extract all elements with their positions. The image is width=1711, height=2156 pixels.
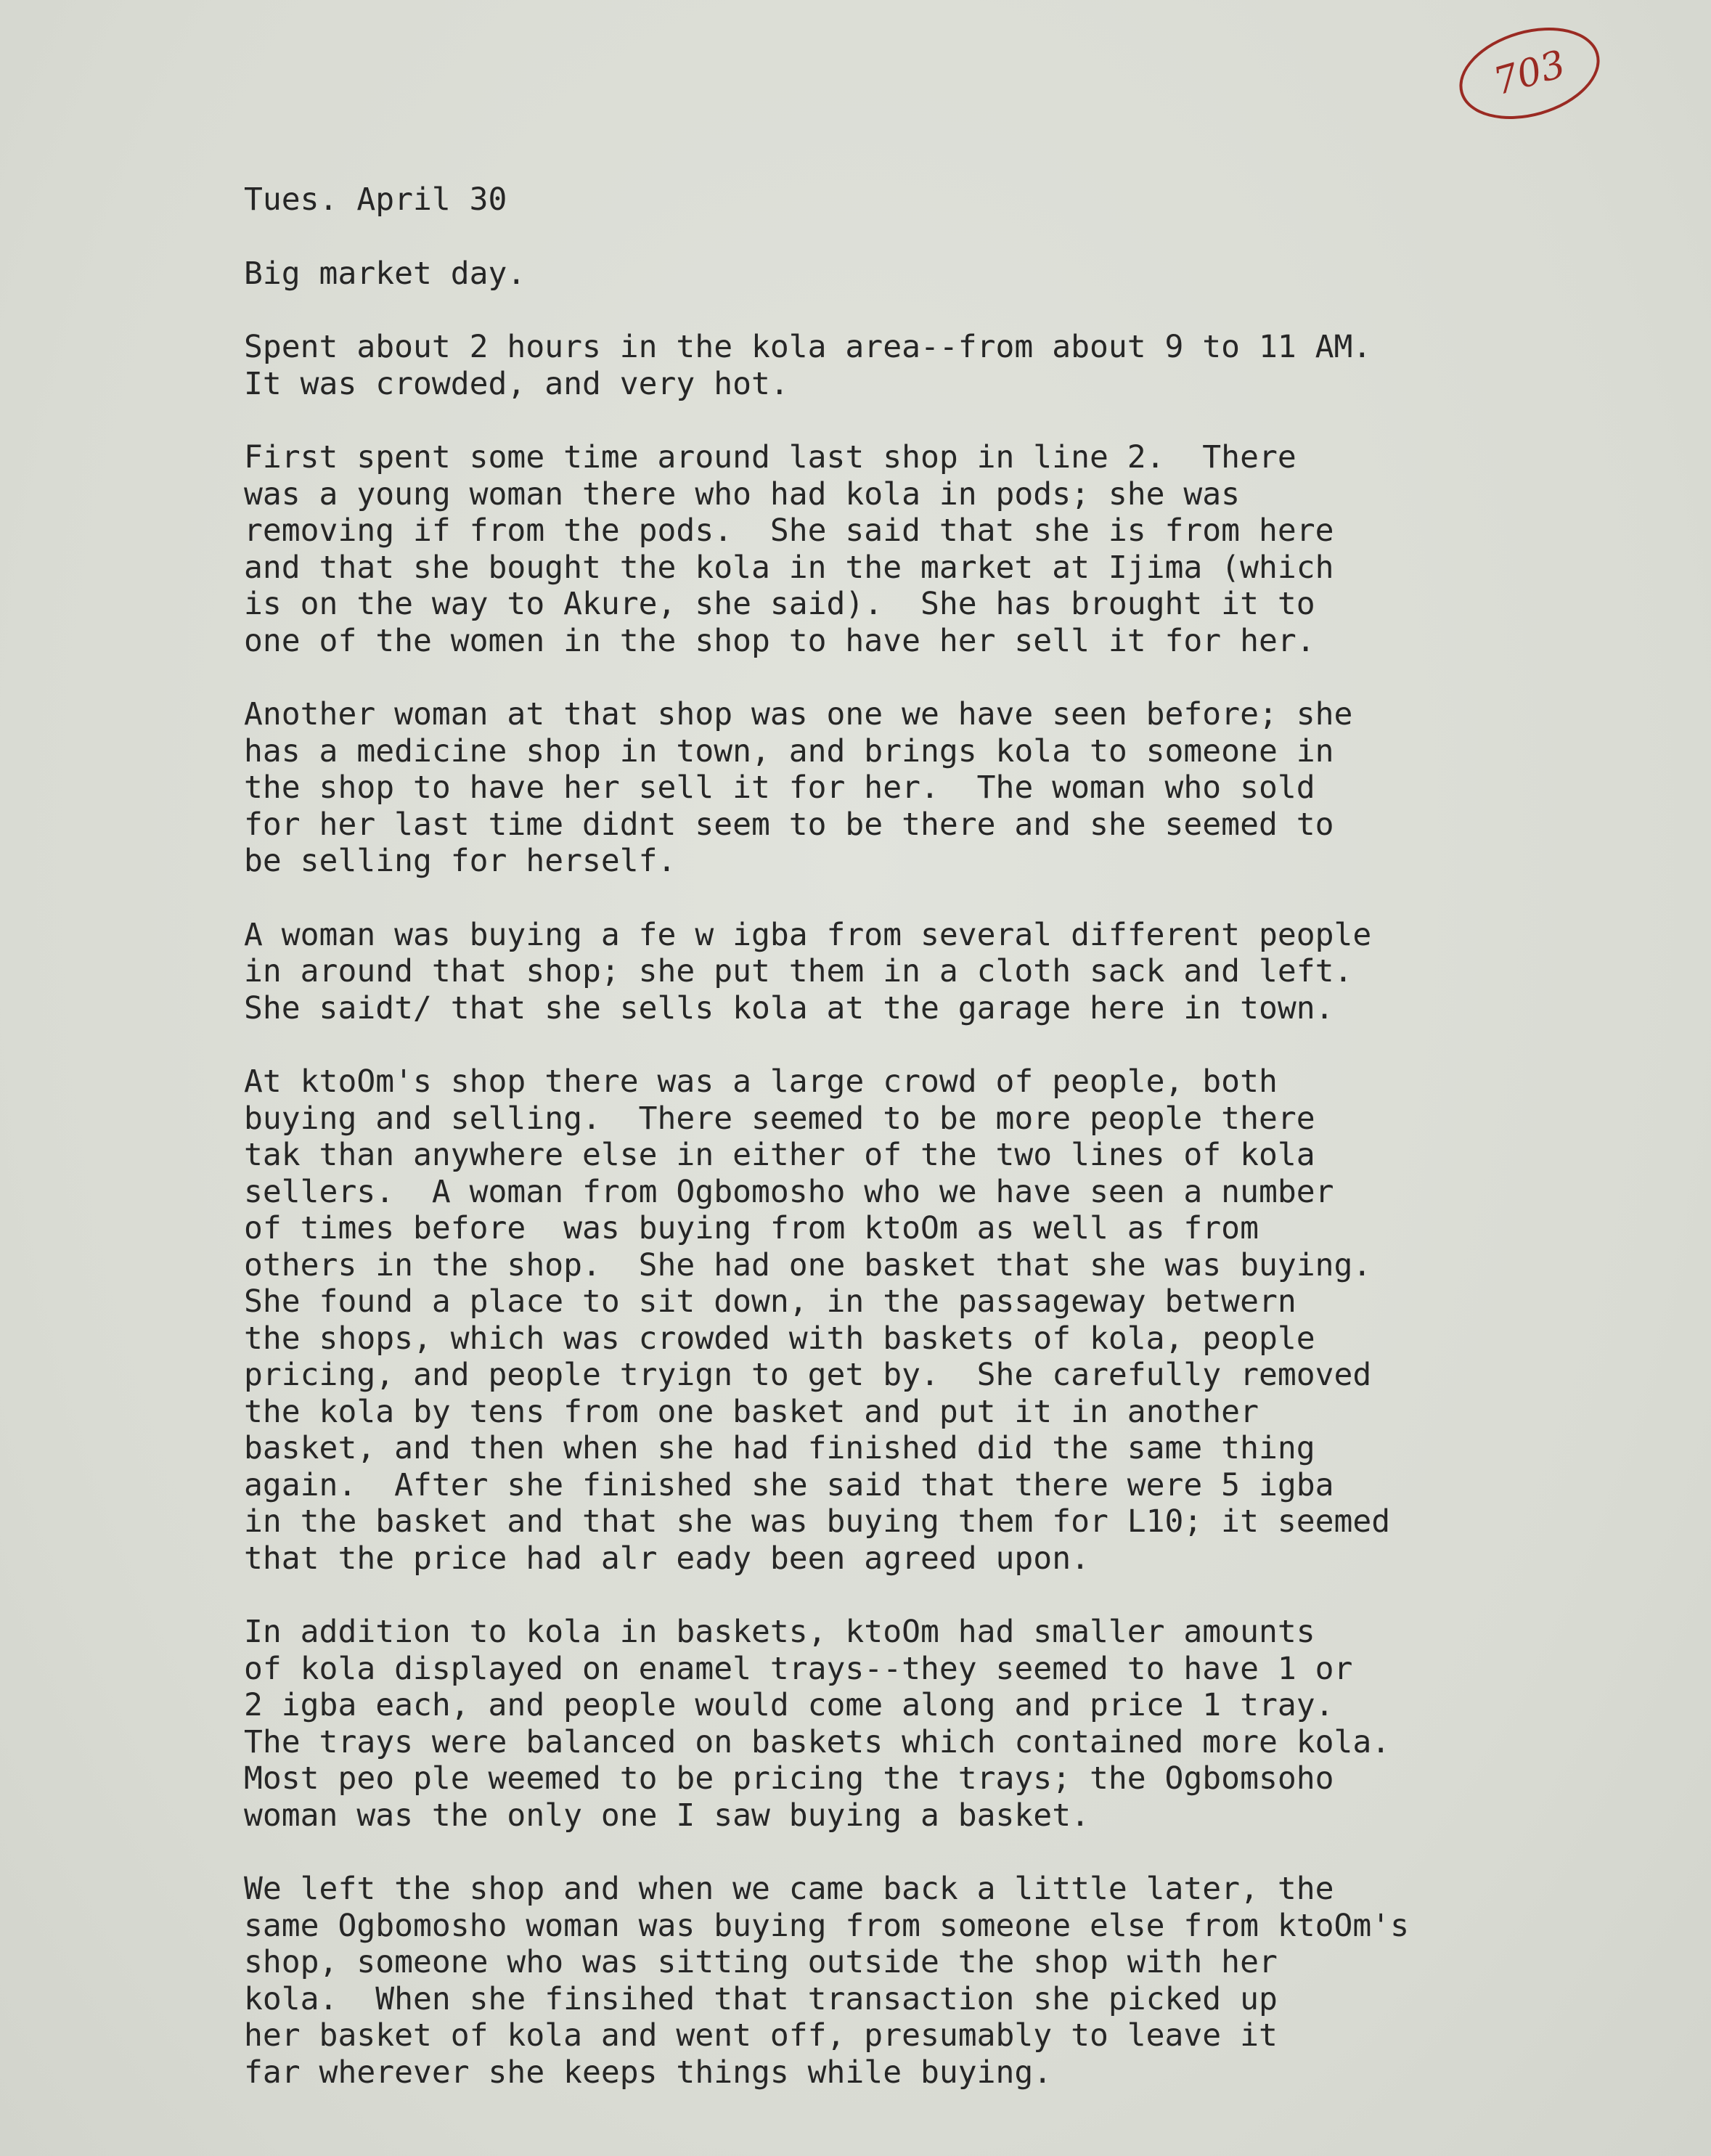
text-line: basket, and then when she had finished did the same thing [244,1430,1315,1466]
text-line: in around that shop; she put them in a cloth sack and left. [244,953,1353,989]
text-line: Big market day. [244,255,526,292]
text-line: again. After she finished she said that there were 5 igba [244,1466,1334,1503]
text-line: Most peo ple weemed to be pricing the trays; the Ogbomsoho [244,1760,1334,1797]
text-line: is on the way to Akure, she said). She has brought it to [244,586,1315,622]
page-number-annotation: 703 [1449,12,1611,134]
text-line: and that she bought the kola in the market at Ijima (which [244,549,1334,586]
text-line: has a medicine shop in town, and brings kola to someone in [244,732,1334,769]
text-line: It was crowded, and very hot. [244,365,789,402]
text-line: the kola by tens from one basket and put it in another [244,1393,1259,1430]
paragraph [244,181,1652,219]
text-line: Tues. April 30 [244,181,507,218]
text-line: Another woman at that shop was one we have seen before; she [244,696,1353,732]
text-line: We left the shop and when we came back a little later, the [244,1871,1334,1907]
text-line: tak than anywhere else in either of the two lines of kola [244,1137,1315,1173]
text-line: far wherever she keeps things while buying. [244,2054,1053,2091]
text-line: removing if from the pods. She said that she is from here [244,513,1334,549]
text-line: She found a place to sit down, in the passageway betwern [244,1283,1296,1320]
text-line: the shops, which was crowded with baskets of kola, people [244,1320,1315,1357]
text-line: the shop to have her sell it for her. The woman who sold [244,769,1315,806]
paragraph [244,256,1652,293]
text-line: Spent about 2 hours in the kola area--from about 9 to 11 AM. [244,329,1372,365]
text-line: First spent some time around last shop in line 2. There [244,439,1296,475]
text-line: same Ogbomosho woman was buying from someone else from ktoOm's [244,1907,1410,1944]
text-line: others in the shop. She had one basket that she was buying. [244,1246,1372,1283]
text-line: In addition to kola in baskets, ktoOm had smaller amounts [244,1614,1315,1650]
paragraph [244,1063,1652,1577]
text-line: The trays were balanced on baskets which contained more kola. [244,1723,1391,1760]
text-line: one of the women in the shop to have her sell it for her. [244,622,1315,659]
text-line: be selling for herself. [244,843,677,879]
paragraph [244,1871,1652,2091]
typed-text-body [244,181,1652,2128]
text-line: of times before was buying from ktoOm as well as from [244,1210,1259,1246]
text-line: for her last time didnt seem to be there and she seemed to [244,806,1334,843]
text-line: pricing, and people tryign to get by. She carefully removed [244,1357,1372,1393]
text-line: kola. When she finsihed that transaction she picked up [244,1980,1278,2017]
paragraph [244,917,1652,1027]
paragraph [244,1614,1652,1834]
text-line: of kola displayed on enamel trays--they seemed to have 1 or [244,1650,1353,1687]
text-line: 2 igba each, and people would come along and price 1 tray. [244,1687,1334,1723]
paragraph [244,439,1652,659]
paragraph [244,329,1652,402]
text-line: shop, someone who was sitting outside the shop with her [244,1944,1278,1980]
text-line: She saidt/ that she sells kola at the garage here in town. [244,989,1334,1026]
text-line: her basket of kola and went off, presumably to leave it [244,2017,1278,2054]
paragraph [244,696,1652,880]
text-line: that the price had alr eady been agreed upon. [244,1540,1090,1577]
text-line: A woman was buying a fe w igba from several different people [244,916,1372,953]
text-line: buying and selling. There seemed to be more people there [244,1100,1315,1137]
text-line: At ktoOm's shop there was a large crowd of people, both [244,1063,1278,1100]
text-line: was a young woman there who had kola in pods; she was [244,475,1241,513]
text-line: in the basket and that she was buying them for L10; it seemed [244,1503,1391,1540]
text-line: woman was the only one I saw buying a basket. [244,1797,1090,1834]
text-line: sellers. A woman from Ogbomosho who we have seen a number [244,1173,1334,1210]
